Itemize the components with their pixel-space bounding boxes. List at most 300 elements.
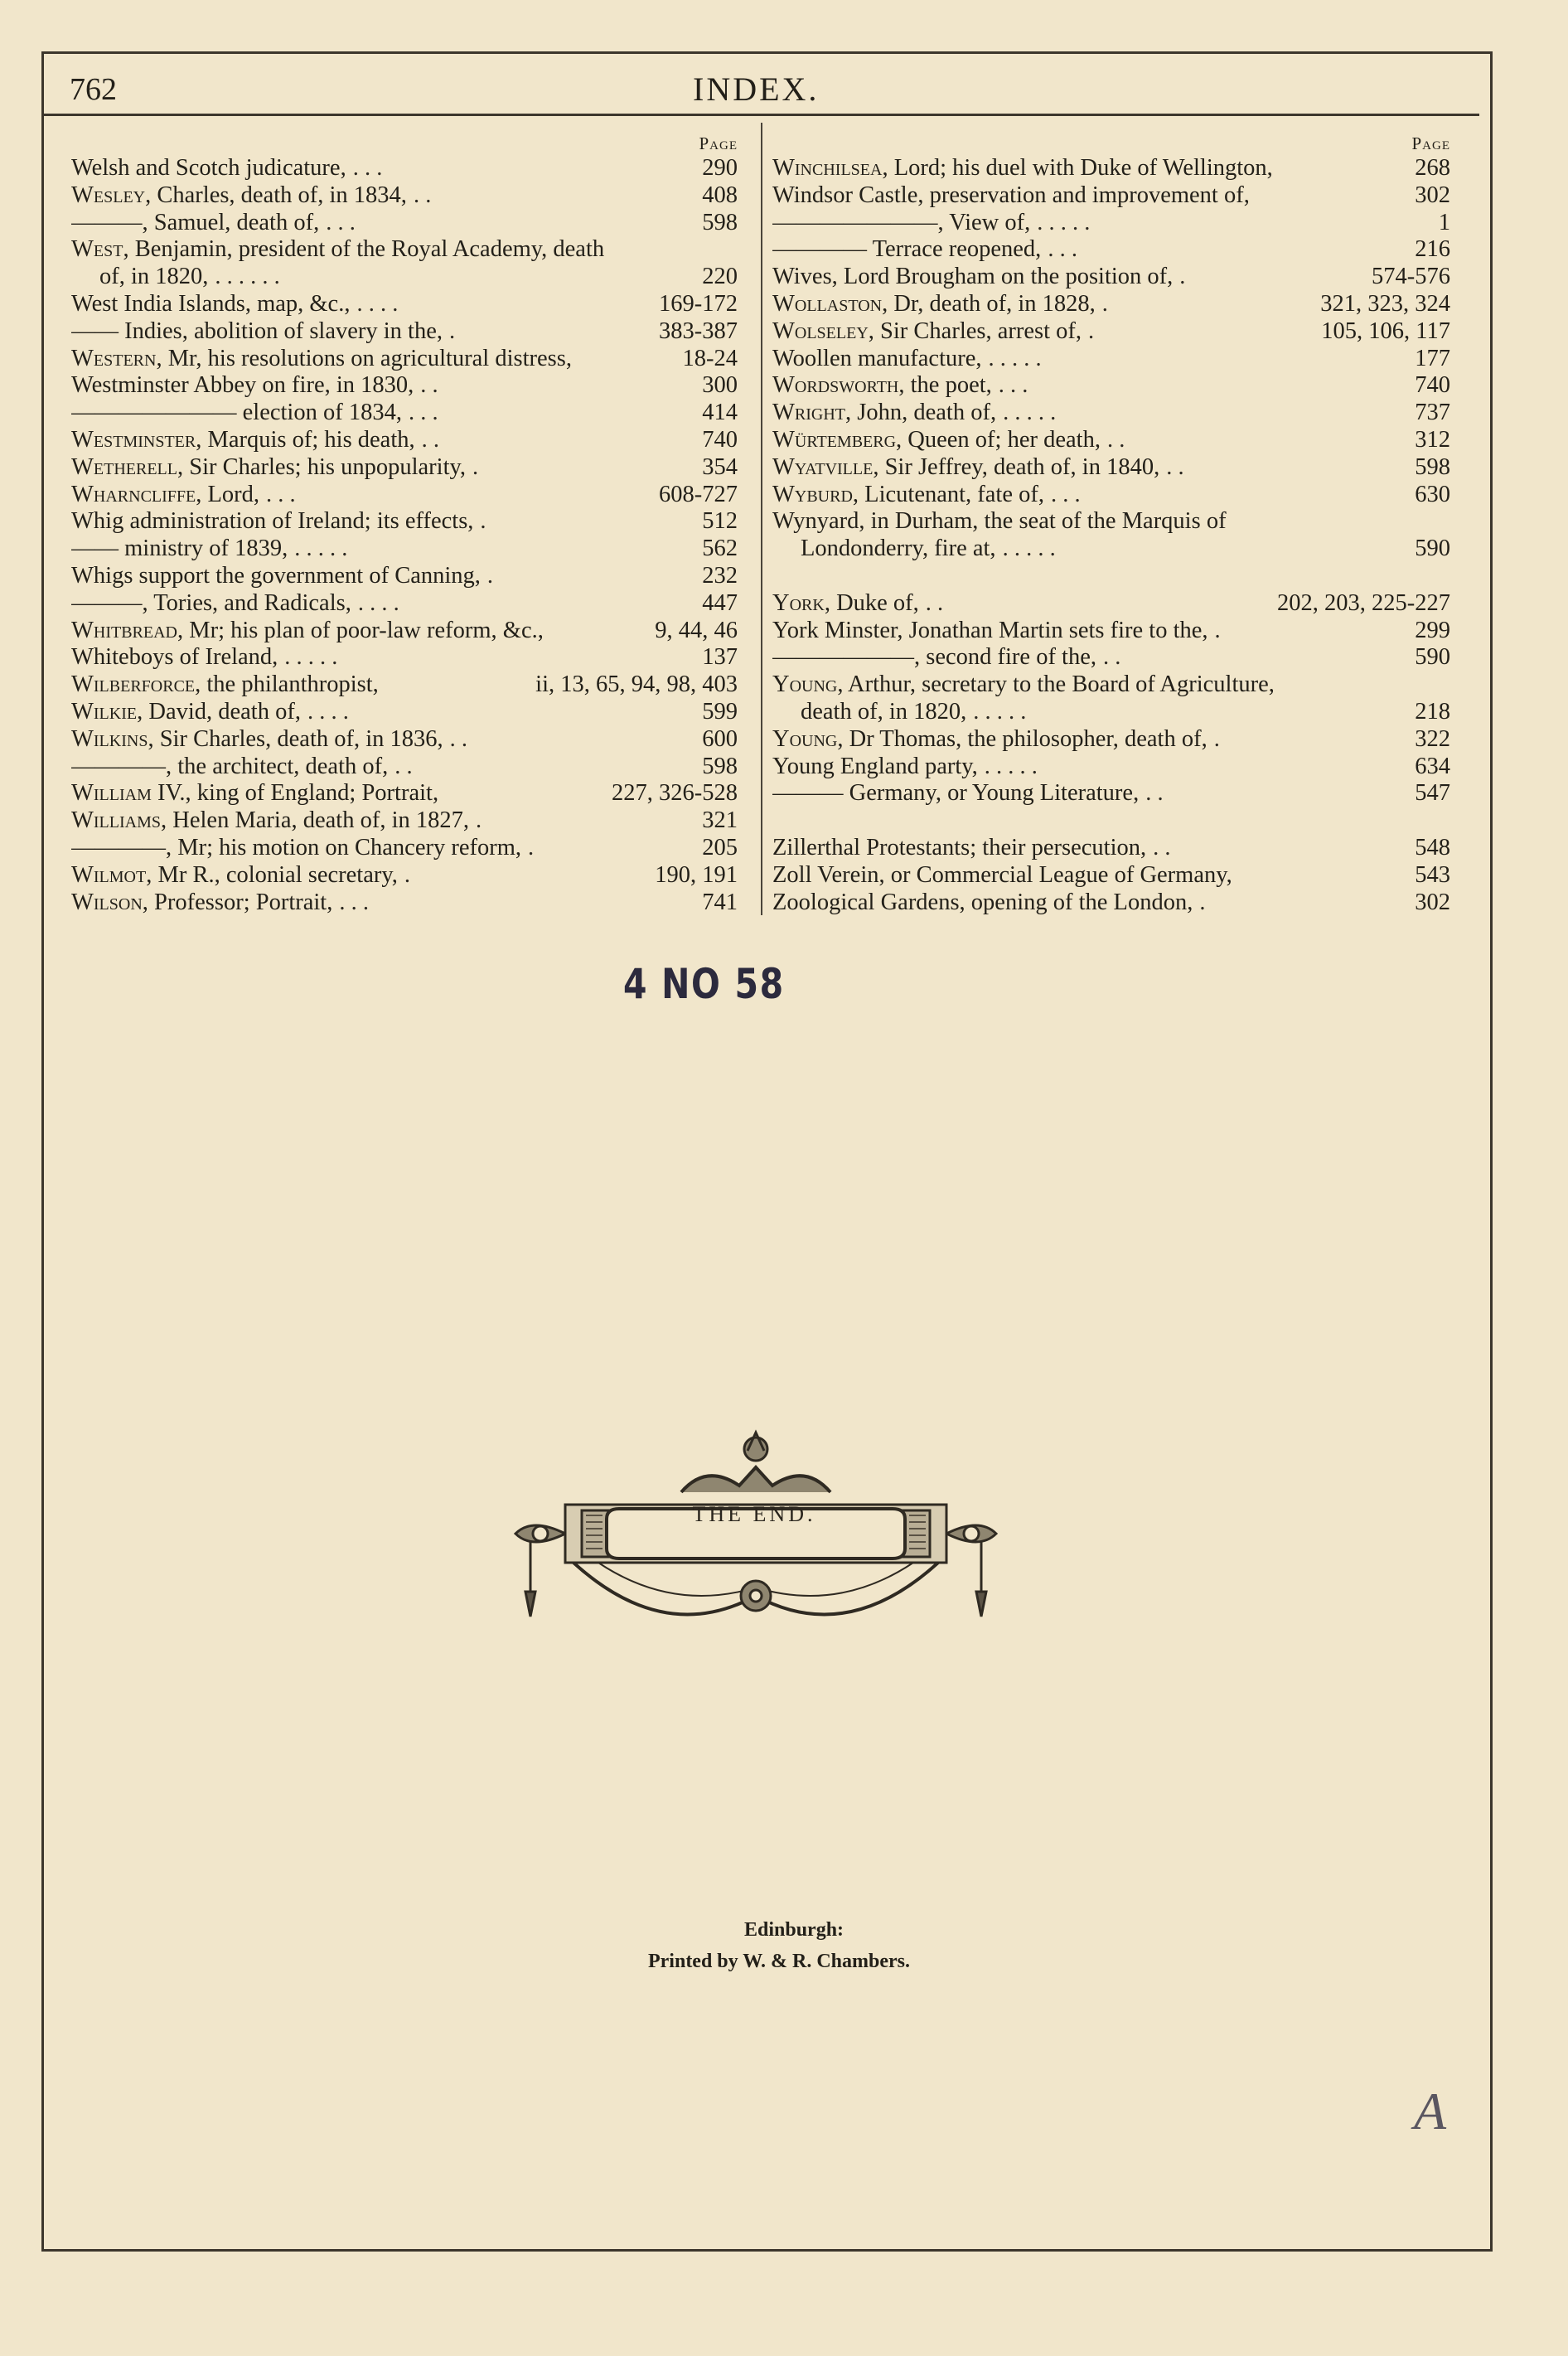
entry-description: , John, death of,: [845, 400, 997, 426]
entry-leader-dots: . .: [421, 426, 440, 453]
entry-text: [772, 835, 1146, 862]
index-entry: [71, 264, 738, 291]
entry-leader-dots: . .: [394, 753, 413, 779]
entry-description: Londonderry, fire at,: [801, 536, 996, 562]
entry-leader-dots: . . .: [339, 889, 369, 915]
entry-text: [71, 671, 379, 699]
entry-leader-dots: .: [1101, 290, 1108, 317]
entry-leader-dots: . . .: [408, 400, 438, 426]
entry-text: [71, 236, 604, 264]
column-page-header: Page: [699, 133, 738, 153]
entry-description: ———— Terrace reopened,: [772, 236, 1042, 263]
entry-headword: Wesley: [71, 182, 146, 208]
entry-text: [772, 618, 1208, 645]
entry-leader-dots: . .: [420, 372, 438, 399]
entry-description: West India Islands, map, &c.,: [71, 290, 351, 317]
imprint-city: Edinburgh:: [743, 1919, 844, 1941]
entry-description: , Helen Maria, death of, in 1827,: [161, 807, 469, 834]
entry-page-ref: 447: [702, 589, 738, 616]
entry-leader-dots: .: [1179, 264, 1186, 290]
entry-text: [772, 699, 966, 726]
entry-page-ref: 216: [1415, 236, 1450, 263]
entry-description: York Minster, Jonathan Martin sets fire to the,: [772, 617, 1208, 643]
entry-text: [71, 780, 438, 807]
entry-leader-dots: . . .: [998, 372, 1028, 399]
index-entry: [71, 400, 738, 427]
entry-description: Whiteboys of Ireland,: [71, 644, 278, 671]
entry-headword: West: [71, 236, 123, 263]
entry-leader-dots: .: [1213, 725, 1220, 752]
index-entry: [772, 346, 1450, 373]
entry-page-ref: 737: [1415, 400, 1450, 426]
entry-description: —— Indies, abolition of slavery in the,: [71, 318, 443, 344]
entry-leader-dots: . . . . .: [1003, 400, 1057, 426]
index-entry: [772, 618, 1450, 645]
entry-leader-dots: .: [472, 453, 479, 480]
index-entry: [71, 372, 738, 400]
index-entry: [71, 155, 738, 182]
entry-leader-dots: [1250, 182, 1415, 210]
column-divider: [761, 123, 762, 915]
entry-leader-dots: [438, 780, 612, 807]
entry-headword: Würtemberg: [772, 426, 897, 453]
index-entry: [71, 454, 738, 482]
entry-page-ref: 548: [1415, 834, 1450, 860]
entry-leader-dots: [604, 236, 738, 264]
index-entry: [71, 210, 738, 237]
entry-text: [772, 264, 1173, 291]
index-entry: [772, 862, 1450, 890]
entry-headword: Wright: [772, 400, 846, 426]
index-entry: [772, 671, 1450, 699]
entry-leader-dots: . .: [1106, 426, 1125, 453]
entry-leader-dots: .: [1214, 617, 1221, 643]
entry-leader-dots: [1275, 671, 1450, 699]
entry-description: , Mr, his resolutions on agricultural distress,: [156, 345, 572, 371]
entry-leader-dots: . . .: [326, 209, 356, 235]
entry-description: , Queen of; her death,: [896, 426, 1101, 453]
entry-text: [772, 726, 1207, 754]
entry-text: [772, 508, 1227, 536]
entry-text: [772, 536, 996, 563]
entry-text: [772, 155, 1273, 182]
entry-headword: Wolseley: [772, 318, 869, 344]
entry-text: [772, 372, 992, 400]
library-stamp: 4 NO 58: [623, 960, 785, 1008]
entry-description: , Lord; his duel with Duke of Wellington,: [882, 155, 1273, 181]
entry-page-ref: 232: [702, 562, 738, 589]
entry-leader-dots: . . . . .: [1002, 536, 1056, 562]
entry-list: [772, 155, 1450, 916]
entry-headword: Wilson: [71, 889, 143, 915]
index-entry: [772, 427, 1450, 454]
entry-page-ref: 205: [702, 834, 738, 860]
entry-page-ref: 321: [702, 807, 738, 834]
index-entry: [71, 427, 738, 454]
entry-leader-dots: . . . .: [357, 589, 399, 616]
entry-text: [71, 454, 466, 482]
entry-text: [71, 644, 278, 671]
entry-leader-dots: . . . . .: [973, 698, 1027, 725]
entry-headword: Wyburd: [772, 481, 853, 507]
entry-text: [71, 699, 301, 726]
index-entry: [772, 726, 1450, 754]
entry-text: [71, 618, 544, 645]
index-entry: [71, 236, 738, 264]
entry-page-ref: 600: [702, 725, 738, 752]
entry-leader-dots: [1273, 155, 1415, 182]
entry-description: ——— Germany, or Young Literature,: [772, 780, 1140, 807]
index-entry: [772, 210, 1450, 237]
entry-description: Woollen manufacture,: [772, 345, 982, 371]
index-entry: [71, 807, 738, 835]
index-column-left: [71, 128, 738, 916]
index-entry: [71, 508, 738, 536]
entry-text: [772, 210, 1030, 237]
entry-text: [71, 372, 414, 400]
entry-description: , Sir Charles, death of, in 1836,: [148, 725, 443, 752]
entry-page-ref: 634: [1415, 753, 1450, 779]
entry-leader-dots: . . . . .: [1037, 209, 1091, 235]
entry-headword: Whitbread: [71, 617, 178, 643]
index-entry: [772, 318, 1450, 346]
entry-headword: Wyatville: [772, 453, 874, 480]
entry-headword: Wilkins: [71, 725, 148, 752]
entry-text: [71, 264, 208, 291]
entry-page-ref: 354: [702, 453, 738, 480]
entry-description: , Licutenant, fate of,: [852, 481, 1044, 507]
index-entry: [71, 644, 738, 671]
entry-description: , Professor; Portrait,: [142, 889, 333, 915]
entry-leader-dots: .: [476, 807, 482, 834]
index-entry: [772, 699, 1450, 726]
entry-headword: Wilberforce: [71, 671, 196, 698]
entry-description: , Sir Charles, arrest of,: [868, 318, 1082, 344]
entry-description: Westminster Abbey on fire, in 1830,: [71, 372, 414, 399]
entry-leader-dots: .: [486, 562, 494, 589]
entry-text: [772, 590, 919, 618]
entry-text: [772, 671, 1275, 699]
entry-description: Zillerthal Protestants; their persecution,: [772, 834, 1147, 860]
entry-description: of, in 1820,: [99, 264, 209, 290]
entry-description: , Sir Jeffrey, death of, in 1840,: [873, 453, 1160, 480]
entry-page-ref: 300: [702, 372, 738, 399]
entry-description: , the philanthropist,: [195, 671, 379, 698]
index-entry: [71, 346, 738, 373]
entry-description: ———, Samuel, death of,: [71, 209, 320, 235]
entry-description: Whig administration of Ireland; its effects,: [71, 508, 474, 535]
entry-headword: Wilkie: [71, 698, 138, 725]
entry-description: , David, death of,: [137, 698, 301, 725]
entry-description: , king of England; Portrait,: [185, 780, 439, 807]
index-entry: [71, 835, 738, 862]
entry-page-ref: 218: [1415, 698, 1450, 725]
entry-text: [71, 155, 346, 182]
entry-page-ref: 383-387: [659, 318, 738, 344]
entry-text: [772, 182, 1250, 210]
signature-mark: A: [1414, 2082, 1447, 2140]
entry-leader-dots: .: [480, 508, 486, 535]
index-entry: [71, 618, 738, 645]
entry-leader-dots: . . .: [1048, 236, 1077, 263]
entry-page-ref: 18-24: [682, 345, 738, 371]
entry-leader-dots: . . . . .: [284, 644, 338, 671]
entry-description: , the poet,: [898, 372, 992, 399]
entry-text: [772, 236, 1041, 264]
entry-text: [71, 536, 288, 563]
entry-description: , Mr R., colonial secretary,: [146, 861, 398, 888]
entry-text: [71, 182, 407, 210]
index-entry: [772, 508, 1450, 536]
index-entry: [772, 536, 1450, 563]
entry-leader-dots: . . . . .: [294, 536, 348, 562]
entry-page-ref: 740: [1415, 372, 1450, 399]
entry-description: , Charles, death of, in 1834,: [145, 182, 407, 208]
entry-text: [772, 454, 1159, 482]
entry-page-ref: 599: [702, 698, 738, 725]
entry-list: [71, 155, 738, 916]
entry-description: , Duke of,: [824, 589, 919, 616]
entry-description: Young England party,: [772, 753, 978, 779]
index-entry: [772, 644, 1450, 671]
entry-text: [71, 563, 481, 590]
entry-description: ——————— election of 1834,: [71, 400, 402, 426]
entry-description: , Sir Charles; his unpopularity,: [177, 453, 467, 480]
index-entry: [772, 754, 1450, 781]
entry-leader-dots: . .: [1166, 453, 1184, 480]
entry-description: Wives, Lord Brougham on the position of,: [772, 264, 1174, 290]
entry-leader-dots: [1227, 508, 1450, 536]
entry-leader-dots: . .: [1103, 644, 1121, 671]
entry-spacer: [772, 563, 1450, 590]
entry-text: [71, 590, 351, 618]
entry-description: , Marquis of; his death,: [196, 426, 415, 453]
index-entry: [772, 182, 1450, 210]
entry-leader-dots: . . . .: [307, 698, 349, 725]
index-entry: [772, 400, 1450, 427]
entry-headword: Westminster: [71, 426, 196, 453]
entry-headword: York: [772, 589, 825, 616]
entry-text: [71, 807, 469, 835]
entry-text: [772, 427, 1101, 454]
entry-page-ref: 562: [702, 536, 738, 562]
entry-leader-dots: . . .: [352, 155, 383, 181]
index-entry: [772, 291, 1450, 318]
entry-description: Welsh and Scotch judicature,: [71, 155, 346, 181]
entry-page-ref: 322: [1415, 725, 1450, 752]
entry-text: [772, 890, 1193, 917]
entry-page-ref: 740: [702, 426, 738, 453]
entry-leader-dots: [572, 346, 683, 373]
entry-page-ref: 220: [702, 264, 738, 290]
index-entry: [772, 264, 1450, 291]
entry-description: ————, the architect, death of,: [71, 753, 389, 779]
index-entry: [772, 835, 1450, 862]
entry-page-ref: 1: [1438, 209, 1450, 235]
entry-description: , Dr, death of, in 1828,: [882, 290, 1096, 317]
entry-description: , Arthur, secretary to the Board of Agriculture,: [837, 671, 1275, 698]
entry-page-ref: 741: [702, 889, 738, 915]
index-entry: [772, 236, 1450, 264]
index-entry: [71, 862, 738, 890]
entry-headword: Wharncliffe: [71, 481, 196, 507]
index-entry: [71, 890, 738, 917]
entry-page-ref: 608-727: [659, 481, 738, 507]
entry-text: [772, 780, 1139, 807]
entry-page-ref: 177: [1415, 345, 1450, 371]
entry-headword: Williams: [71, 807, 162, 834]
entry-description: ———, Tories, and Radicals,: [71, 589, 351, 616]
entry-text: [772, 644, 1096, 671]
index-entry: [772, 482, 1450, 509]
entry-leader-dots: . . .: [266, 481, 296, 507]
entry-description: —— ministry of 1839,: [71, 536, 288, 562]
entry-page-ref: 598: [702, 209, 738, 235]
index-entry: [772, 454, 1450, 482]
entry-page-ref: 312: [1415, 426, 1450, 453]
entry-headword: Young: [772, 725, 838, 752]
entry-description: Wynyard, in Durham, the seat of the Marquis of: [772, 508, 1227, 535]
entry-leader-dots: .: [404, 861, 410, 888]
index-entry: [71, 536, 738, 563]
entry-text: [71, 346, 572, 373]
entry-description: Whigs support the government of Canning,: [71, 562, 481, 589]
entry-headword: Wordsworth: [772, 372, 899, 399]
entry-text: [71, 835, 521, 862]
entry-text: [772, 318, 1082, 346]
column-page-header: Page: [1411, 133, 1450, 153]
entry-text: [772, 291, 1096, 318]
entry-headword: Young: [772, 671, 838, 698]
entry-page-ref: 227, 326-528: [612, 780, 738, 807]
entry-description: ——————, second fire of the,: [772, 644, 1096, 671]
entry-leader-dots: .: [528, 834, 535, 860]
index-entry: [71, 754, 738, 781]
entry-description: death of, in 1820,: [801, 698, 967, 725]
running-head: INDEX.: [693, 70, 820, 108]
entry-headword: Winchilsea: [772, 155, 883, 181]
index-entry: [71, 291, 738, 318]
entry-leader-dots: . . . . .: [984, 753, 1038, 779]
entry-leader-dots: . . . .: [356, 290, 399, 317]
index-entry: [71, 780, 738, 807]
entry-text: [772, 400, 996, 427]
entry-leader-dots: . . .: [1050, 481, 1081, 507]
entry-leader-dots: .: [1088, 318, 1095, 344]
entry-page-ref: 321, 323, 324: [1320, 290, 1450, 317]
entry-description: , Benjamin, president of the Royal Academy, death: [123, 236, 605, 263]
index-entry: [71, 318, 738, 346]
entry-page-ref: 202, 203, 225-227: [1277, 589, 1450, 616]
page-number: 762: [70, 72, 117, 107]
entry-description: Zoll Verein, or Commercial League of Germany,: [772, 861, 1232, 888]
entry-leader-dots: [1232, 862, 1415, 890]
entry-leader-dots: . .: [413, 182, 432, 208]
index-entry: [772, 780, 1450, 807]
entry-description: Zoological Gardens, opening of the London,: [772, 889, 1193, 915]
entry-headword: Wetherell: [71, 453, 177, 480]
imprint-printer: Printed by W. & R. Chambers.: [647, 1951, 911, 1972]
entry-page-ref: 105, 106, 117: [1321, 318, 1450, 344]
entry-page-ref: 137: [702, 644, 738, 671]
entry-leader-dots: [544, 618, 655, 645]
entry-page-ref: 512: [702, 508, 738, 535]
entry-page-ref: 630: [1415, 481, 1450, 507]
entry-page-ref: 590: [1415, 644, 1450, 671]
entry-spacer: [772, 807, 1450, 835]
index-entry: [71, 590, 738, 618]
index-entry: [71, 671, 738, 699]
entry-text: [71, 754, 388, 781]
entry-text: [71, 482, 259, 509]
entry-page-ref: 598: [1415, 453, 1450, 480]
index-column-right: [772, 128, 1450, 916]
entry-headword: Western: [71, 345, 157, 371]
index-entry: [71, 563, 738, 590]
entry-text: [772, 754, 978, 781]
entry-leader-dots: . .: [449, 725, 468, 752]
entry-page-ref: 190, 191: [655, 861, 738, 888]
entry-text: [772, 346, 982, 373]
entry-text: [772, 482, 1044, 509]
entry-page-ref: 408: [702, 182, 738, 208]
entry-description: ————, Mr; his motion on Chancery reform,: [71, 834, 522, 860]
index-entry: [772, 890, 1450, 917]
entry-text: [71, 291, 350, 318]
entry-page-ref: 574-576: [1372, 264, 1450, 290]
entry-text: [71, 726, 443, 754]
entry-text: [71, 210, 319, 237]
entry-page-ref: 543: [1415, 861, 1450, 888]
the-end-ornament: [507, 1426, 1004, 1650]
entry-headword: Wilmot: [71, 861, 147, 888]
index-entry: [71, 182, 738, 210]
entry-page-ref: 598: [702, 753, 738, 779]
entry-leader-dots: [379, 671, 535, 699]
entry-text: [71, 862, 398, 890]
entry-description: , Lord,: [196, 481, 260, 507]
entry-page-ref: 590: [1415, 536, 1450, 562]
index-entry: [71, 699, 738, 726]
index-entry: [772, 155, 1450, 182]
entry-leader-dots: .: [449, 318, 456, 344]
index-entry: [772, 372, 1450, 400]
entry-page-ref: ii, 13, 65, 94, 98, 403: [535, 671, 738, 698]
entry-text: [772, 862, 1232, 890]
entry-headword: Wollaston: [772, 290, 883, 317]
header-rule: [41, 114, 1479, 116]
entry-headword: William IV.: [71, 780, 186, 807]
entry-page-ref: 169-172: [659, 290, 738, 317]
entry-page-ref: 547: [1415, 780, 1450, 807]
entry-page-ref: 268: [1415, 155, 1450, 181]
entry-page-ref: 290: [702, 155, 738, 181]
index-entry: [71, 482, 738, 509]
entry-page-ref: 302: [1415, 182, 1450, 208]
index-entry: [772, 590, 1450, 618]
entry-page-ref: 414: [702, 400, 738, 426]
entry-page-ref: 302: [1415, 889, 1450, 915]
entry-leader-dots: . . . . . .: [215, 264, 280, 290]
entry-page-ref: 9, 44, 46: [655, 617, 738, 643]
entry-text: [71, 508, 473, 536]
entry-leader-dots: . . . . .: [988, 345, 1042, 371]
entry-text: [71, 318, 443, 346]
entry-description: , Dr Thomas, the philosopher, death of,: [837, 725, 1207, 752]
entry-leader-dots: . .: [1153, 834, 1171, 860]
entry-leader-dots: . .: [1145, 780, 1164, 807]
entry-text: [71, 890, 332, 917]
